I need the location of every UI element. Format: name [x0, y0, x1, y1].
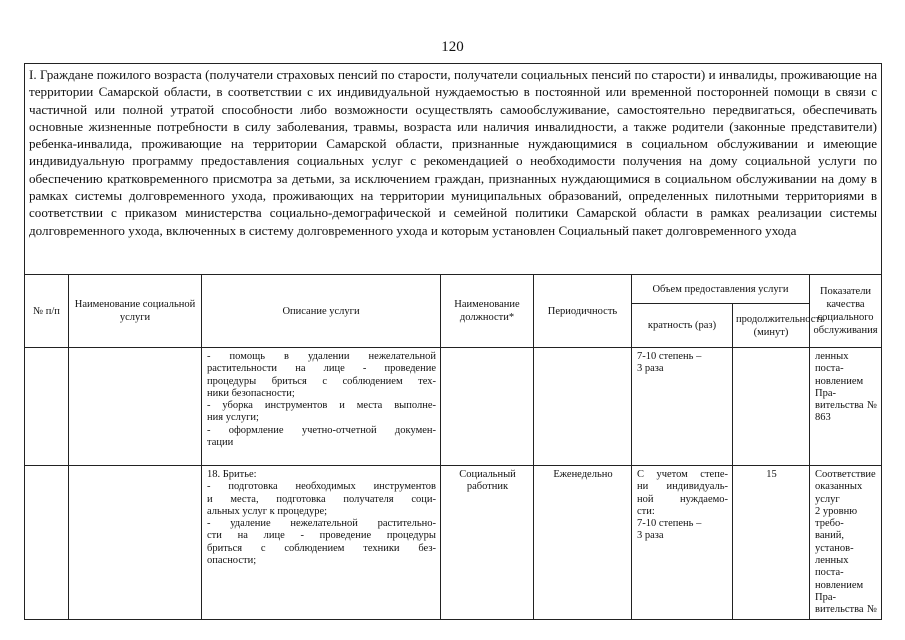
row2-description	[202, 466, 441, 620]
page-number: 120	[441, 39, 464, 55]
row2-frequency	[632, 466, 733, 620]
row2-quality	[810, 466, 882, 620]
row2-frequency-line: 7-10 степень –	[637, 518, 702, 530]
row1-quality-line: новлением Пра-	[815, 375, 864, 399]
services-table	[24, 63, 882, 620]
header-volume: Объем предоставления услуги	[632, 275, 810, 304]
row2-frequency-line: 3 раза	[637, 530, 664, 542]
row2-description-line: - удаление нежелательной растительно-	[207, 518, 436, 530]
row1-duration	[733, 348, 810, 466]
row1-description-line: растительности на лице - проведение	[207, 363, 436, 375]
header-service-name: Наименование социальной услуги	[69, 275, 202, 348]
row1-frequency	[632, 348, 733, 466]
row1-description-line: ния услуги;	[207, 412, 259, 424]
row2-quality-line: Соответствие	[815, 469, 876, 480]
row2-frequency-line: С учетом степе-	[637, 469, 728, 480]
row2-position: Социальный работник	[441, 466, 534, 620]
row1-frequency-line: 3 раза	[637, 363, 664, 375]
row1-description-line: процедуры бриться с соблюдением тех-	[207, 375, 436, 387]
row2-quality-line: 2 уровню требо-	[815, 505, 858, 530]
row1-num	[25, 348, 69, 466]
row2-quality-line: оказанных услуг	[815, 481, 863, 505]
row2-description-line: - подготовка необходимых инструментов	[207, 481, 436, 493]
row1-quality-line: вительства №	[815, 400, 878, 412]
header-periodicity: Периодичность	[534, 275, 632, 348]
row2-quality-line: новлением Пра-	[815, 579, 864, 603]
row1-description-line: - оформление учетно-отчетной докумен-	[207, 424, 436, 436]
row2-quality-line: ваний, установ-	[815, 530, 854, 554]
row1-description-line: тации	[207, 437, 234, 449]
row2-frequency-line: ни индивидуаль-	[637, 481, 728, 493]
header-duration: продолжительность (минут)	[733, 304, 810, 348]
row2-description-line: и места, подготовка получателя соци-	[207, 493, 436, 505]
row1-quality-line: ленных поста-	[815, 351, 849, 375]
row2-description-line: сти на лице - проведение процедуры	[207, 530, 436, 542]
row2-description-line: альных услуг к процедуре;	[207, 505, 328, 517]
row1-description	[202, 348, 441, 466]
row1-service-name	[69, 348, 202, 466]
row2-duration: 15	[733, 466, 810, 620]
row2-num	[25, 466, 69, 620]
row1-quality-line: 863	[815, 412, 831, 424]
row1-frequency-line: 7-10 степень –	[637, 351, 702, 362]
header-quality: Показатели качества социального обслуживания	[810, 275, 882, 348]
header-frequency: кратность (раз)	[632, 304, 733, 348]
row2-service-name	[69, 466, 202, 620]
row2-periodicity: Еженедельно	[534, 466, 632, 620]
row2-description-line: 18. Бритье:	[207, 469, 257, 480]
header-num: № п/п	[25, 275, 69, 348]
row2-frequency-line: сти:	[637, 505, 655, 517]
row1-periodicity	[534, 348, 632, 466]
row2-frequency-line: ной нуждаемо-	[637, 493, 728, 505]
row2-description-line: опасности;	[207, 555, 257, 567]
header-position: Наименование должности*	[441, 275, 534, 348]
row1-description-line: - помощь в удалении нежелательной	[207, 351, 436, 362]
row2-description-line: бриться с соблюдением техники без-	[207, 542, 436, 554]
row2-quality-line: вительства №	[815, 604, 878, 616]
row1-position	[441, 348, 534, 466]
intro-paragraph: I. Граждане пожилого возраста (получатели страховых пенсий по старости, получатели социальных пенсий по старости) и инвалиды, проживающие на территории Самарской области, в соответствии с их индивидуальной нуждаемостью в постоянной или временной посторонней помощи в связи с частичной или полной утратой способности либо возможности осуществлять самообслуживание, самостоятельно передвигаться, обеспечивать основные жизненные потребности в силу заболевания, травмы, возраста или наличия инвалидности, а также родители (законные представители) ребенка-инвалида, проживающие на территории Самарской области, признанные нуждающимися в социальном обслуживании и имеющие индивидуальную программу предоставления социальных услуг с рекомендацией о необходимости получения на дому социальной услуги по обеспечению кратковременного присмотра за детьми, за исключением граждан, признанных нуждающимися в социальном обслуживании на дому в рамках системы долговременного ухода, проживающих на территории муниципальных образований, определенных пилотными территориями в соответствии с приказом министерства социально-демографической и семейной политики Самарской области в рамках реализации системы долговременного ухода, включенных в систему долговременного ухода и которым установлен Социальный пакет долговременного ухода	[25, 64, 882, 275]
row1-description-line: - уборка инструментов и места выполне-	[207, 400, 436, 412]
row2-quality-line: ленных поста-	[815, 555, 849, 579]
row1-quality	[810, 348, 882, 466]
row1-description-line: ники безопасности;	[207, 387, 295, 399]
header-description: Описание услуги	[202, 275, 441, 348]
